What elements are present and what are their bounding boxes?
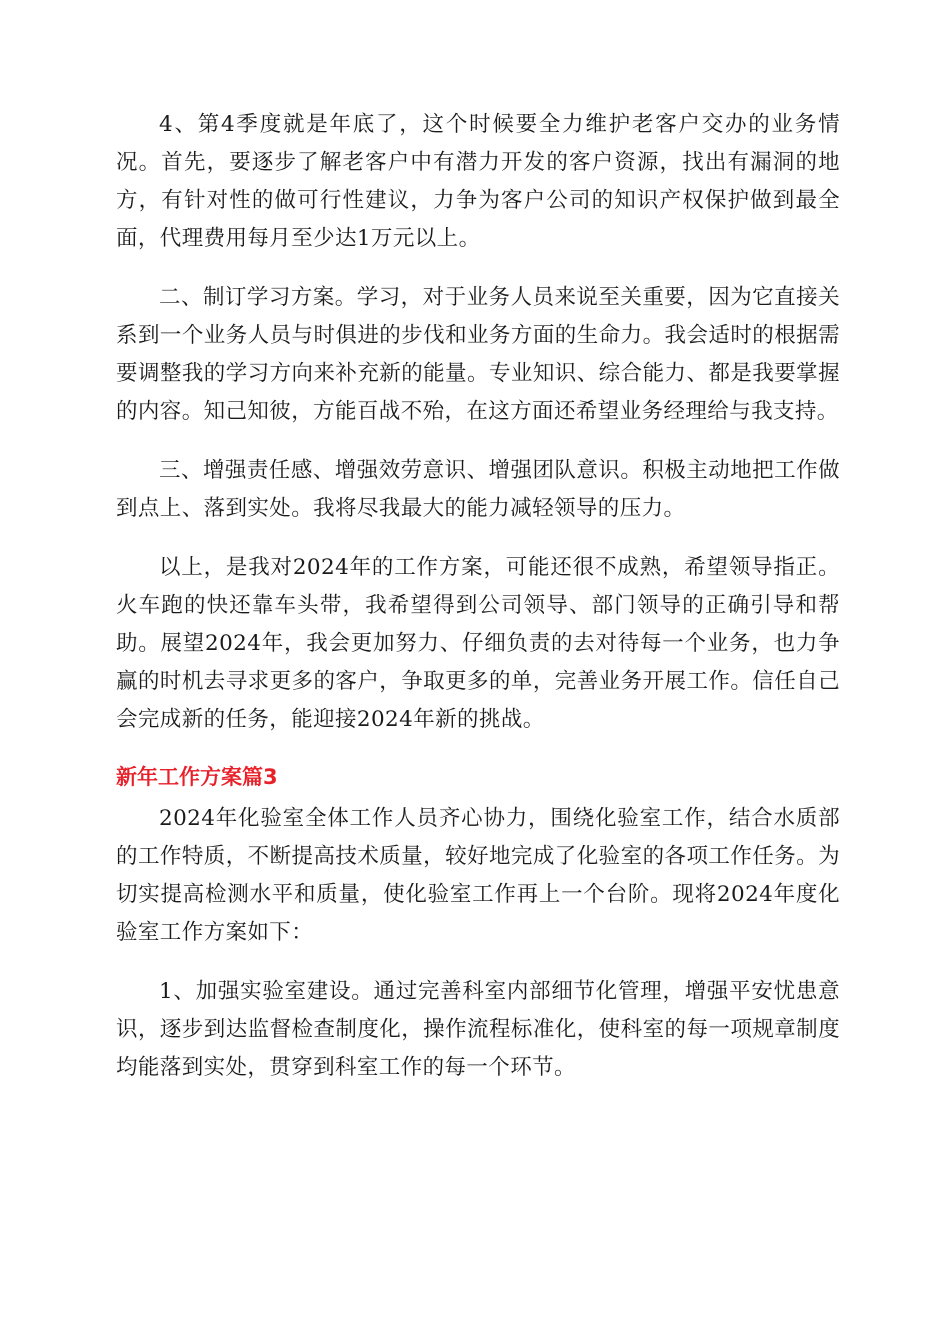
paragraph-conclusion: 以上，是我对2024年的工作方案，可能还很不成熟，希望领导指正。火车跑的快还靠车头带，我希望得到公司领导、部门领导的正确引导和帮助。展望2024年，我会更加努力、仔细负责的去对待每一个业务，也力争赢的时机去寻求更多的客户，争取更多的单，完善业务开展工作。信任自己会完成新的任务，能迎接2024年新的挑战。 [116, 555, 840, 732]
section-heading: 新年工作方案篇3 [116, 765, 278, 789]
paragraph-lab-intro: 2024年化验室全体工作人员齐心协力，围绕化验室工作，结合水质部的工作特质，不断提高技术质量，较好地完成了化验室的各项工作任务。为切实提高检测水平和质量，使化验室工作再上一个台阶。现将2024年度化验室工作方案如下： [116, 806, 840, 945]
document-page [116, 106, 840, 1108]
paragraph-study-plan: 二、制订学习方案。学习，对于业务人员来说至关重要，因为它直接关系到一个业务人员与时俱进的步伐和业务方面的生命力。我会适时的根据需要调整我的学习方向来补充新的能量。专业知识、综合能力、都是我要掌握的内容。知己知彼，方能百战不殆，在这方面还希望业务经理给与我支持。 [116, 285, 840, 424]
paragraph-lab-construction: 1、加强实验室建设。通过完善科室内部细节化管理，增强平安忧患意识，逐步到达监督检查制度化，操作流程标准化，使科室的每一项规章制度均能落到实处，贯穿到科室工作的每一个环节。 [116, 979, 840, 1080]
paragraph-q4-clients: 4、第4季度就是年底了，这个时候要全力维护老客户交办的业务情况。首先，要逐步了解老客户中有潜力开发的客户资源，找出有漏洞的地方，有针对性的做可行性建议，力争为客户公司的知识产权保护做到最全面，代理费用每月至少达1万元以上。 [116, 112, 840, 251]
paragraph-responsibility: 三、增强责任感、增强效劳意识、增强团队意识。积极主动地把工作做到点上、落到实处。我将尽我最大的能力减轻领导的压力。 [116, 458, 840, 521]
